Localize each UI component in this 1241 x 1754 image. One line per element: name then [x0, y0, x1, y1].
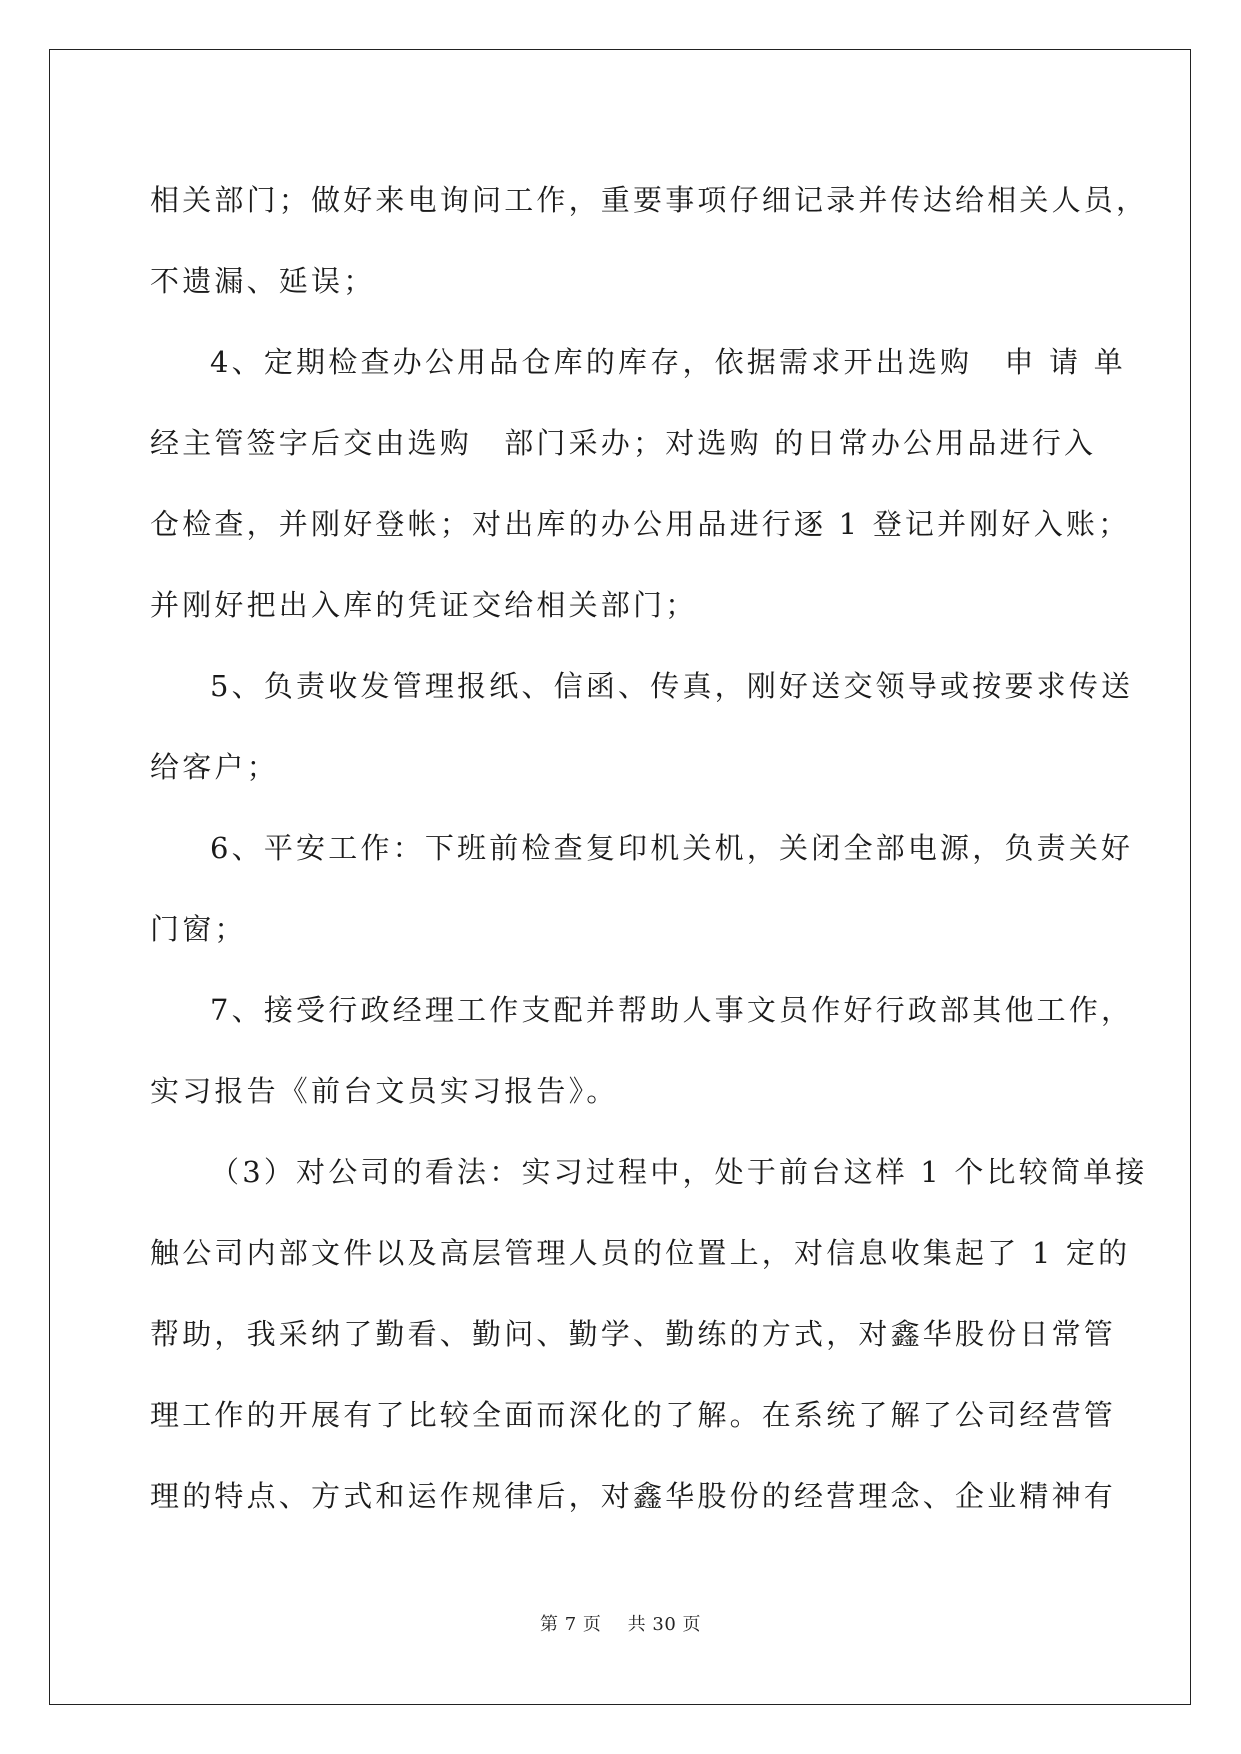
text-line: 5、负责收发管理报纸、信函、传真，刚好送交领导或按要求传送 [210, 669, 1134, 703]
text-line: 6、平安工作：下班前检查复印机关机，关闭全部电源，负责关好 [210, 831, 1134, 865]
text-line: 实习报告《前台文员实习报告》。 [150, 1074, 619, 1108]
text-line: 7、接受行政经理工作支配并帮助人事文员作好行政部其他工作， [210, 993, 1134, 1027]
text-line: 经主管签字后交由选购 部门采办；对选购 的日常办公用品进行入 [150, 426, 1097, 460]
text-line: 相关部门；做好来电询问工作，重要事项仔细记录并传达给相关人员， [150, 183, 1149, 217]
document-body [150, 160, 1149, 1537]
text-line: （3）对公司的看法：实习过程中，处于前台这样 1 个比较简单接 [210, 1155, 1148, 1189]
text-line: 并刚好把出入库的凭证交给相关部门； [150, 588, 698, 622]
text-line: 仓检查，并刚好登帐；对出库的办公用品进行逐 1 登记并刚好入账； [150, 507, 1131, 541]
text-line: 帮助，我采纳了勤看、勤问、勤学、勤练的方式，对鑫华股份日常管 [150, 1317, 1117, 1351]
text-line: 给客户； [150, 750, 279, 784]
text-line: 4、定期检查办公用品仓库的库存，依据需求开出选购 申 请 单 [210, 345, 1126, 379]
page-total: 共 30 页 [627, 1614, 701, 1635]
text-line: 理工作的开展有了比较全面而深化的了解。在系统了解了公司经营管 [150, 1398, 1117, 1432]
text-line: 触公司内部文件以及高层管理人员的位置上，对信息收集起了 1 定的 [150, 1236, 1131, 1270]
text-line: 门窗； [150, 912, 247, 946]
page-number: 第 7 页 [540, 1614, 602, 1635]
page-footer [0, 1610, 1241, 1636]
text-line: 不遗漏、延误； [150, 264, 376, 298]
text-line: 理的特点、方式和运作规律后，对鑫华股份的经营理念、企业精神有 [150, 1479, 1117, 1513]
